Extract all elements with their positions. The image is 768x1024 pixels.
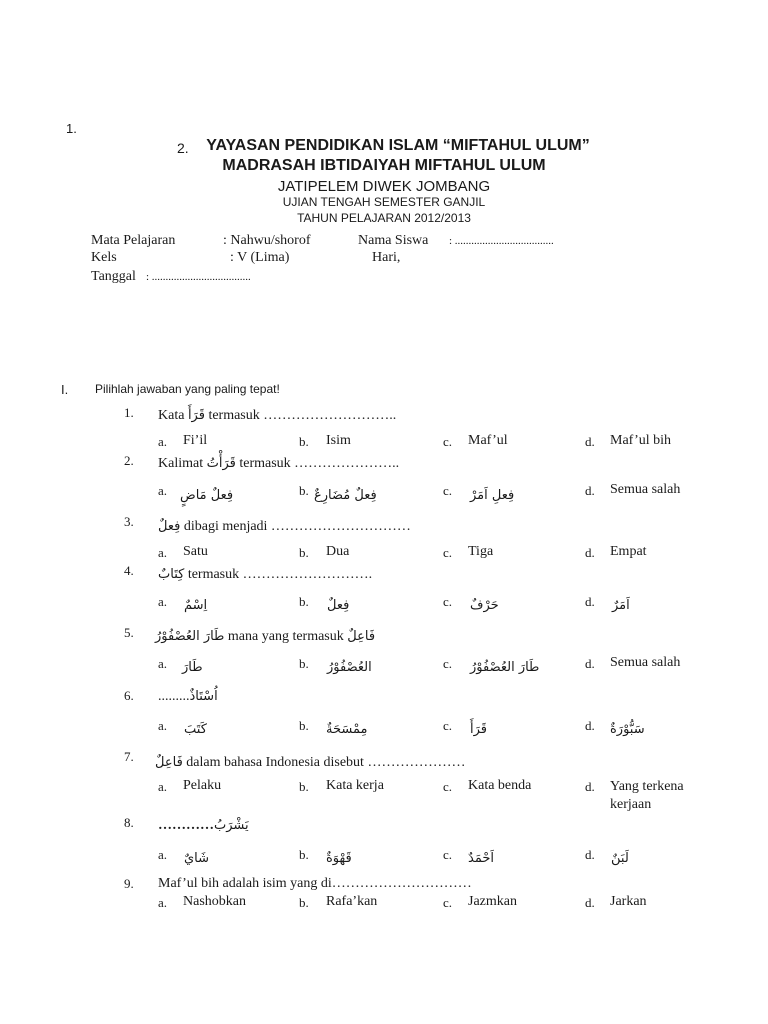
question-arabic-2: فَاعِلٌ bbox=[347, 629, 376, 644]
question-text bbox=[158, 689, 218, 705]
subject-label: Mata Pelajaran bbox=[91, 233, 176, 248]
option-b-text[interactable]: Dua bbox=[326, 544, 350, 559]
option-b-text[interactable]: قَهْوَةٌ bbox=[326, 851, 352, 866]
option-a-letter: a. bbox=[158, 779, 168, 794]
option-d-text[interactable]: Maf’ul bih bbox=[610, 433, 672, 448]
option-a-text[interactable]: شَايٌ bbox=[184, 851, 210, 866]
option-c-text[interactable]: Kata benda bbox=[468, 778, 532, 793]
question-arabic: اُسْتَاذٌ bbox=[189, 689, 218, 704]
option-c-letter: c. bbox=[443, 656, 453, 671]
question-number: 9. bbox=[124, 876, 134, 891]
list-number-2: 2. bbox=[177, 140, 189, 156]
question-arabic: قَرَأَ bbox=[187, 408, 205, 423]
option-c-text[interactable]: Maf’ul bbox=[468, 433, 508, 448]
question-text bbox=[158, 408, 396, 424]
option-d-text[interactable]: سَبُّوْرَةٌ bbox=[610, 722, 645, 737]
subject-value: : Nahwu/shorof bbox=[223, 233, 311, 248]
option-d-text[interactable]: Yang terkena kerjaan bbox=[610, 779, 684, 812]
option-c-text[interactable]: Tiga bbox=[468, 544, 494, 559]
school-address: JATIPELEM DIWEK JOMBANG bbox=[277, 178, 491, 195]
option-c-text[interactable]: فِعلِ اَمَرْ bbox=[470, 488, 515, 503]
question-prefix: ………… bbox=[158, 818, 214, 833]
question-number: 7. bbox=[124, 749, 134, 764]
option-b-letter: b. bbox=[299, 483, 309, 498]
option-c-letter: c. bbox=[443, 483, 453, 498]
question-number: 4. bbox=[124, 563, 134, 578]
section-number: I. bbox=[61, 382, 69, 397]
option-d-text[interactable]: Semua salah bbox=[610, 482, 681, 497]
option-a-letter: a. bbox=[158, 545, 168, 560]
exam-title: UJIAN TENGAH SEMESTER GANJIL bbox=[282, 195, 486, 209]
question-prefix: Kata bbox=[158, 408, 185, 423]
option-d-letter: d. bbox=[585, 545, 595, 560]
question-arabic: فِعلٌ bbox=[158, 519, 181, 534]
question-text bbox=[155, 755, 465, 771]
option-c-letter: c. bbox=[443, 847, 453, 862]
option-d-text[interactable]: Semua salah bbox=[610, 655, 681, 670]
option-d-text[interactable]: Jarkan bbox=[610, 894, 647, 909]
option-b-text[interactable]: مِمْسَحَةٌ bbox=[326, 722, 368, 737]
option-b-letter: b. bbox=[299, 847, 309, 862]
option-a-letter: a. bbox=[158, 895, 168, 910]
question-text bbox=[158, 818, 249, 834]
question-text bbox=[158, 456, 399, 472]
option-c-text[interactable]: Jazmkan bbox=[468, 894, 517, 909]
question-arabic: يَشْرَبُ bbox=[214, 818, 249, 833]
option-d-letter: d. bbox=[585, 718, 595, 733]
question-arabic: كِتَابٌ bbox=[158, 567, 185, 582]
day-label: Hari, bbox=[372, 250, 401, 265]
option-c-letter: c. bbox=[443, 718, 453, 733]
option-b-letter: b. bbox=[299, 434, 309, 449]
option-b-letter: b. bbox=[299, 779, 309, 794]
question-text bbox=[158, 567, 372, 583]
question-prefix: Kalimat bbox=[158, 456, 204, 471]
option-d-letter: d. bbox=[585, 434, 595, 449]
question-prefix: ......... bbox=[158, 689, 190, 704]
option-a-text[interactable]: فِعلٌ مَاضٍ bbox=[180, 488, 234, 503]
question-suffix: termasuk ………………………. bbox=[187, 567, 373, 582]
option-a-text[interactable]: Pelaku bbox=[183, 778, 222, 793]
option-a-letter: a. bbox=[158, 847, 168, 862]
school-name: MADRASAH IBTIDAIYAH MIFTAHUL ULUM bbox=[222, 157, 546, 174]
option-c-letter: c. bbox=[443, 895, 453, 910]
student-name-label: Nama Siswa bbox=[358, 233, 429, 248]
option-b-letter: b. bbox=[299, 545, 309, 560]
student-name-field[interactable]: : .................................... bbox=[449, 235, 554, 247]
option-d-letter: d. bbox=[585, 594, 595, 609]
option-c-text[interactable]: اَحْمَدٌ bbox=[468, 851, 494, 866]
option-a-letter: a. bbox=[158, 594, 168, 609]
question-suffix: dibagi menjadi ………………………… bbox=[183, 519, 411, 534]
option-b-text[interactable]: العُصْفُوْرُ bbox=[327, 660, 372, 675]
option-d-letter: d. bbox=[585, 847, 595, 862]
question-number: 3. bbox=[124, 514, 134, 529]
question-text: Maf’ul bih adalah isim yang di………………………… bbox=[158, 876, 472, 891]
option-d-letter: d. bbox=[585, 779, 595, 794]
date-field[interactable]: : .................................... bbox=[146, 271, 251, 283]
option-d-text[interactable]: لَبَنٌ bbox=[611, 851, 629, 866]
class-label: Kels bbox=[91, 250, 117, 265]
section-instruction: Pilihlah jawaban yang paling tepat! bbox=[95, 382, 280, 396]
option-a-text[interactable]: Fi’il bbox=[183, 433, 208, 448]
option-b-text[interactable]: Isim bbox=[326, 433, 351, 448]
option-a-text[interactable]: اِسْمٌ bbox=[184, 598, 208, 613]
option-a-text[interactable]: كَتَبَ bbox=[184, 722, 207, 737]
option-a-letter: a. bbox=[158, 483, 168, 498]
option-c-text[interactable]: قَرَأَ bbox=[470, 722, 487, 737]
option-c-letter: c. bbox=[443, 594, 453, 609]
question-number: 1. bbox=[124, 405, 134, 420]
option-d-letter: d. bbox=[585, 483, 595, 498]
option-a-text[interactable]: Satu bbox=[183, 544, 208, 559]
date-label: Tanggal bbox=[91, 269, 136, 284]
academic-year: TAHUN PELAJARAN 2012/2013 bbox=[297, 211, 471, 225]
option-a-letter: a. bbox=[158, 434, 168, 449]
question-arabic: طَارَ العُصْفُوْرُ bbox=[155, 629, 225, 644]
option-d-text[interactable]: Empat bbox=[610, 544, 647, 559]
option-d-letter: d. bbox=[585, 656, 595, 671]
class-value: : V (Lima) bbox=[230, 250, 290, 265]
option-c-letter: c. bbox=[443, 434, 453, 449]
question-arabic: فَاعِلٌ bbox=[155, 755, 183, 770]
school-foundation-title: YAYASAN PENDIDIKAN ISLAM “MIFTAHUL ULUM” bbox=[206, 137, 590, 154]
question-arabic: قَرَأْتُ bbox=[206, 456, 236, 471]
option-d-letter: d. bbox=[585, 895, 595, 910]
question-number: 5. bbox=[124, 625, 134, 640]
question-suffix: mana yang termasuk bbox=[227, 629, 344, 644]
option-b-text[interactable]: Kata kerja bbox=[326, 778, 384, 793]
option-c-text[interactable]: حَرْفٌ bbox=[470, 598, 499, 613]
question-number: 8. bbox=[124, 815, 134, 830]
option-b-text[interactable]: فِعلٌ bbox=[327, 598, 350, 613]
option-b-letter: b. bbox=[299, 895, 309, 910]
option-d-text[interactable]: اَمَرٌ bbox=[612, 598, 630, 613]
option-a-text[interactable]: Nashobkan bbox=[183, 894, 246, 909]
list-number-1: 1. bbox=[66, 121, 77, 136]
question-text bbox=[155, 629, 375, 645]
option-c-letter: c. bbox=[443, 545, 453, 560]
question-text bbox=[158, 519, 411, 535]
option-a-text[interactable]: طَارَ bbox=[182, 660, 203, 675]
question-suffix: termasuk ……………………….. bbox=[208, 408, 397, 423]
option-b-text[interactable]: فِعلٌ مُضَارِعٌ bbox=[314, 488, 377, 503]
question-number: 6. bbox=[124, 688, 134, 703]
option-a-letter: a. bbox=[158, 656, 168, 671]
option-c-letter: c. bbox=[443, 779, 453, 794]
question-suffix: dalam bahasa Indonesia disebut ………………… bbox=[186, 755, 466, 770]
option-b-letter: b. bbox=[299, 656, 309, 671]
option-b-letter: b. bbox=[299, 594, 309, 609]
option-b-letter: b. bbox=[299, 718, 309, 733]
option-a-letter: a. bbox=[158, 718, 168, 733]
option-b-text[interactable]: Rafa’kan bbox=[326, 894, 378, 909]
question-suffix: termasuk ………………….. bbox=[239, 456, 400, 471]
question-number: 2. bbox=[124, 453, 134, 468]
option-c-text[interactable]: طَارَ العُصْفُوْرُ bbox=[470, 660, 540, 675]
